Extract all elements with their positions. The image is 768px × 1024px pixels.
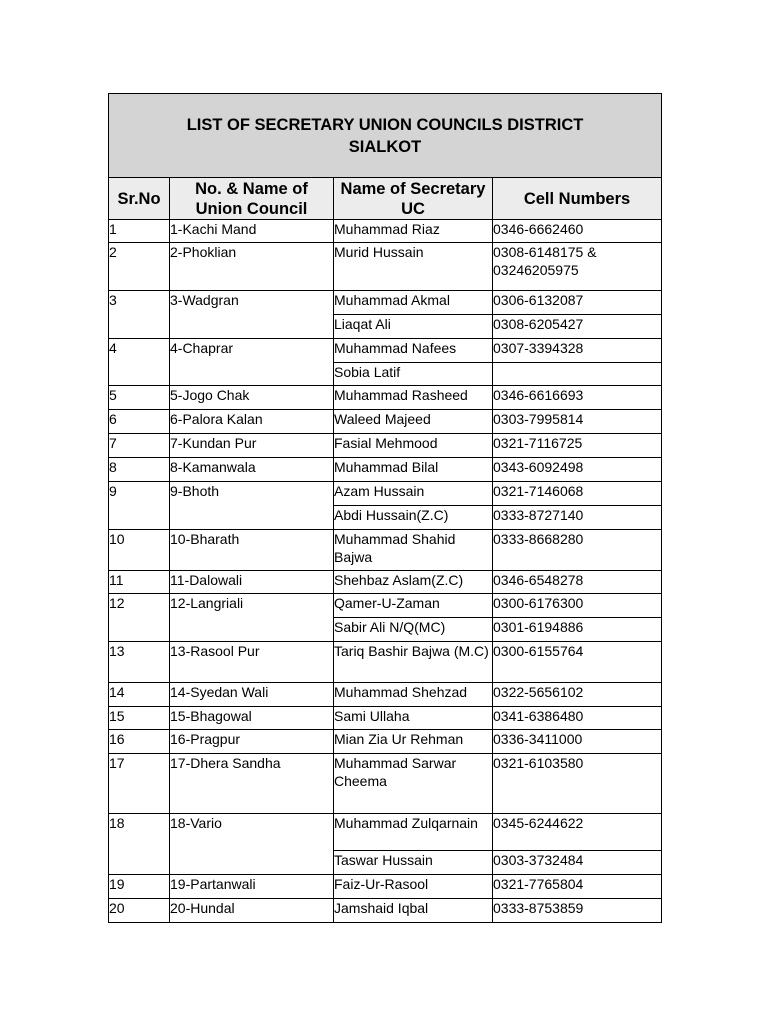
cell-number-cell: 0345-6244622	[493, 814, 662, 851]
secretary-name-cell: Sami Ullaha	[334, 707, 493, 730]
union-council-cell: 12-Langriali	[170, 594, 334, 642]
cell-number-cell: 0300-6155764	[493, 642, 662, 683]
secretary-name-cell: Muhammad Akmal	[334, 291, 493, 315]
cell-number-cell: 0306-6132087	[493, 291, 662, 315]
secretary-name-cell: Muhammad Shehzad	[334, 683, 493, 707]
cell-number-cell: 0343-6092498	[493, 458, 662, 482]
table-row	[109, 571, 662, 594]
sr-no-cell: 7	[109, 434, 170, 458]
cell-number-cell: 0333-8668280	[493, 530, 662, 571]
union-council-cell: 8-Kamanwala	[170, 458, 334, 482]
table-row	[109, 683, 662, 707]
table-row	[109, 339, 662, 363]
table-row	[109, 875, 662, 899]
cell-number-cell: 0336-3411000	[493, 730, 662, 754]
table-row	[109, 899, 662, 923]
secretary-name-cell: Muhammad Rasheed	[334, 386, 493, 410]
cell-number-cell: 0341-6386480	[493, 707, 662, 730]
sr-no-cell: 19	[109, 875, 170, 899]
cell-number-cell: 0346-6616693	[493, 386, 662, 410]
secretary-name-cell: Taswar Hussain	[334, 851, 493, 875]
table-row	[109, 386, 662, 410]
sr-no-cell: 11	[109, 571, 170, 594]
union-council-cell: 7-Kundan Pur	[170, 434, 334, 458]
sr-no-cell: 4	[109, 339, 170, 386]
table-row	[109, 434, 662, 458]
secretary-name-cell: Waleed Majeed	[334, 410, 493, 434]
cell-number-cell: 0333-8727140	[493, 506, 662, 530]
secretary-name-cell: Muhammad Riaz	[334, 220, 493, 243]
union-council-cell: 11-Dalowali	[170, 571, 334, 594]
secretary-name-cell: Fasial Mehmood	[334, 434, 493, 458]
secretary-name-cell: Faiz-Ur-Rasool	[334, 875, 493, 899]
secretary-name-cell: Abdi Hussain(Z.C)	[334, 506, 493, 530]
secretary-name-cell: Qamer-U-Zaman	[334, 594, 493, 618]
union-council-cell: 15-Bhagowal	[170, 707, 334, 730]
cell-number-cell: 0321-7116725	[493, 434, 662, 458]
sr-no-cell: 15	[109, 707, 170, 730]
table-row	[109, 730, 662, 754]
sr-no-cell: 17	[109, 754, 170, 814]
cell-number-cell: 0321-7765804	[493, 875, 662, 899]
union-council-cell: 2-Phoklian	[170, 243, 334, 291]
cell-number-cell: 0308-6205427	[493, 315, 662, 339]
table-row	[109, 530, 662, 571]
sr-no-cell: 8	[109, 458, 170, 482]
secretary-name-cell: Sabir Ali N/Q(MC)	[334, 618, 493, 642]
sr-no-cell: 3	[109, 291, 170, 339]
union-council-cell: 17-Dhera Sandha	[170, 754, 334, 814]
secretary-name-cell: Muhammad Zulqarnain	[334, 814, 493, 851]
cell-number-cell	[493, 363, 662, 386]
sr-no-cell: 12	[109, 594, 170, 642]
secretary-name-cell: Muhammad Nafees	[334, 339, 493, 363]
sr-no-cell: 9	[109, 482, 170, 530]
secretary-name-cell: Mian Zia Ur Rehman	[334, 730, 493, 754]
union-council-cell: 4-Chaprar	[170, 339, 334, 386]
cell-number-cell: 0303-7995814	[493, 410, 662, 434]
table-title	[109, 94, 662, 178]
table-row	[109, 243, 662, 291]
col-header-union-council: No. & Name of Union Council	[170, 178, 334, 220]
sr-no-cell: 6	[109, 410, 170, 434]
table-row	[109, 642, 662, 683]
table-row	[109, 220, 662, 243]
union-council-cell: 3-Wadgran	[170, 291, 334, 339]
union-council-table	[108, 93, 662, 923]
sr-no-cell: 13	[109, 642, 170, 683]
table-row	[109, 754, 662, 814]
cell-number-cell: 0346-6662460	[493, 220, 662, 243]
col-header-sr-no: Sr.No	[109, 178, 170, 220]
secretary-name-cell: Jamshaid Iqbal	[334, 899, 493, 923]
cell-number-cell: 0303-3732484	[493, 851, 662, 875]
table-row	[109, 814, 662, 851]
title-line-1: LIST OF SECRETARY UNION COUNCILS DISTRICT	[186, 115, 584, 134]
union-council-cell: 13-Rasool Pur	[170, 642, 334, 683]
col-header-secretary: Name of Secretary UC	[334, 178, 493, 220]
table-row	[109, 410, 662, 434]
union-council-cell: 1-Kachi Mand	[170, 220, 334, 243]
sr-no-cell: 20	[109, 899, 170, 923]
union-council-cell: 14-Syedan Wali	[170, 683, 334, 707]
union-council-cell: 19-Partanwali	[170, 875, 334, 899]
sr-no-cell: 1	[109, 220, 170, 243]
cell-number-cell: 0300-6176300	[493, 594, 662, 618]
table-row	[109, 458, 662, 482]
union-council-cell: 18-Vario	[170, 814, 334, 875]
table-row	[109, 594, 662, 618]
cell-number-cell: 0301-6194886	[493, 618, 662, 642]
title-line-2: SIALKOT	[348, 137, 422, 156]
sr-no-cell: 18	[109, 814, 170, 875]
cell-number-cell: 0321-7146068	[493, 482, 662, 506]
secretary-name-cell: Sobia Latif	[334, 363, 493, 386]
table-row	[109, 707, 662, 730]
cell-number-cell: 0333-8753859	[493, 899, 662, 923]
union-council-cell: 10-Bharath	[170, 530, 334, 571]
union-council-cell: 9-Bhoth	[170, 482, 334, 530]
sr-no-cell: 2	[109, 243, 170, 291]
union-council-cell: 20-Hundal	[170, 899, 334, 923]
secretary-name-cell: Tariq Bashir Bajwa (M.C)	[334, 642, 493, 683]
cell-number-cell: 0322-5656102	[493, 683, 662, 707]
header-row	[109, 178, 662, 220]
union-council-cell: 5-Jogo Chak	[170, 386, 334, 410]
secretary-name-cell: Azam Hussain	[334, 482, 493, 506]
table-row	[109, 482, 662, 506]
secretary-name-cell: Shehbaz Aslam(Z.C)	[334, 571, 493, 594]
cell-number-cell: 0321-6103580	[493, 754, 662, 814]
cell-number-cell: 0346-6548278	[493, 571, 662, 594]
col-header-cell-numbers: Cell Numbers	[493, 178, 662, 220]
sr-no-cell: 10	[109, 530, 170, 571]
union-council-cell: 6-Palora Kalan	[170, 410, 334, 434]
sr-no-cell: 5	[109, 386, 170, 410]
secretary-name-cell: Liaqat Ali	[334, 315, 493, 339]
sr-no-cell: 14	[109, 683, 170, 707]
cell-number-cell: 0307-3394328	[493, 339, 662, 363]
secretary-name-cell: Muhammad Sarwar Cheema	[334, 754, 493, 814]
secretary-name-cell: Muhammad Shahid Bajwa	[334, 530, 493, 571]
cell-number-cell: 0308-6148175 & 03246205975	[493, 243, 662, 291]
union-council-cell: 16-Pragpur	[170, 730, 334, 754]
sr-no-cell: 16	[109, 730, 170, 754]
secretary-name-cell: Murid Hussain	[334, 243, 493, 291]
secretary-name-cell: Muhammad Bilal	[334, 458, 493, 482]
table-row	[109, 291, 662, 315]
